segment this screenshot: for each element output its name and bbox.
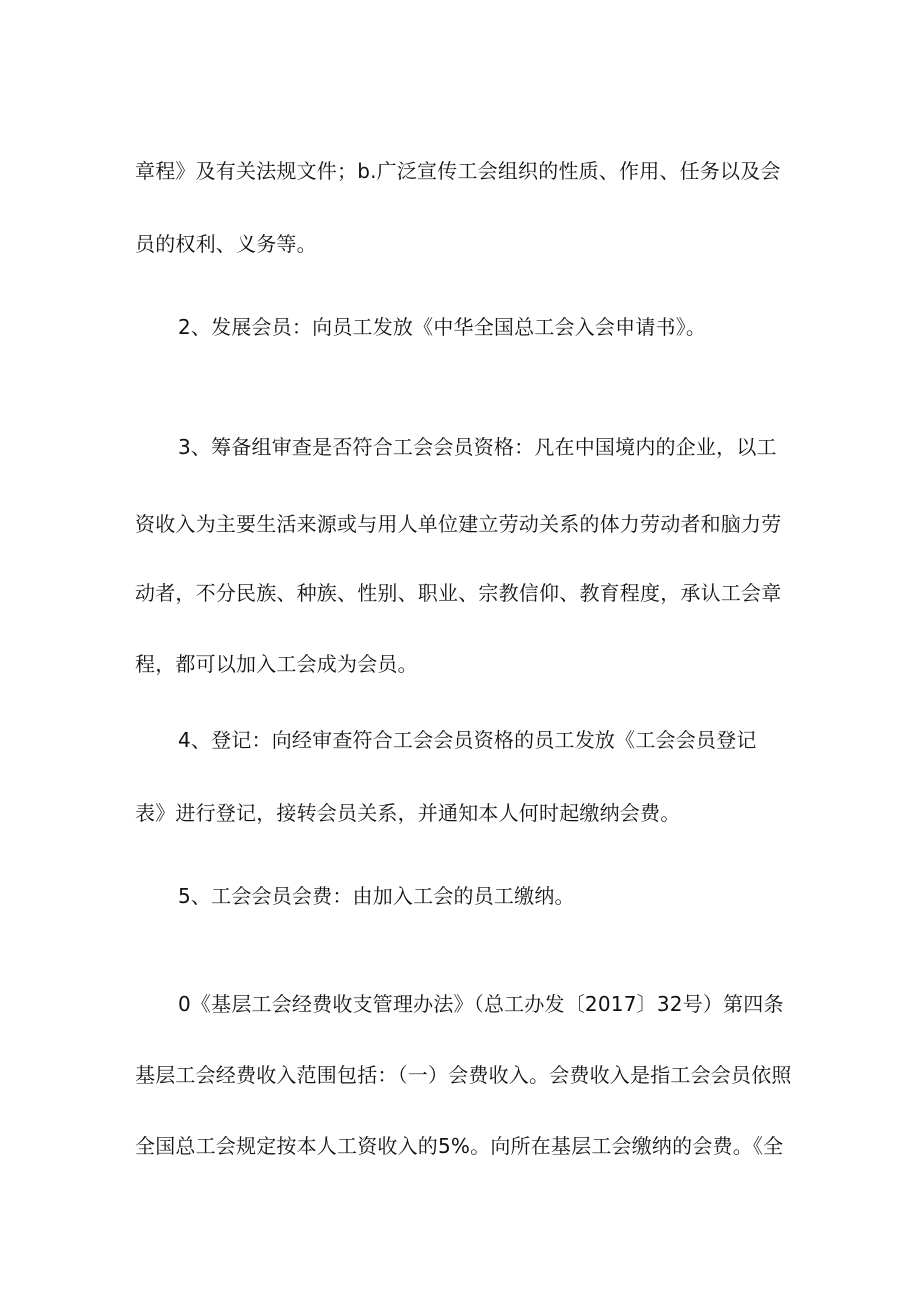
text-line-12: 基层工会经费收入范围包括：（一）会费收入。会费收入是指工会会员依照: [135, 1063, 792, 1087]
text-line-13: 全国总工会规定按本人工资收入的5%。向所在基层工会缴纳的会费。《全: [135, 1134, 784, 1158]
text-line-4: 3、筹备组审查是否符合工会会员资格：凡在中国境内的企业，以工: [178, 435, 777, 459]
text-line-5: 资收入为主要生活来源或与用人单位建立劳动关系的体力劳动者和脑力劳: [135, 512, 782, 536]
text-line-2: 员的权利、义务等。: [135, 232, 317, 256]
text-line-1: 章程》及有关法规文件；b.广泛宣传工会组织的性质、作用、任务以及会: [135, 159, 781, 183]
text-line-8: 4、登记：向经审查符合工会会员资格的员工发放《工会会员登记: [178, 728, 757, 752]
text-line-7: 程，都可以加入工会成为会员。: [135, 652, 418, 676]
text-line-9: 表》进行登记，接转会员关系，并通知本人何时起缴纳会费。: [135, 801, 681, 825]
text-line-11: 0《基层工会经费收支管理办法》（总工办发〔2017〕32号）第四条: [178, 992, 784, 1016]
text-line-3: 2、发展会员：向员工发放《中华全国总工会入会申请书》。: [178, 315, 707, 339]
text-line-10: 5、工会会员会费：由加入工会的员工缴纳。: [178, 884, 575, 908]
text-line-6: 动者，不分民族、种族、性别、职业、宗教信仰、教育程度，承认工会章: [135, 581, 782, 605]
